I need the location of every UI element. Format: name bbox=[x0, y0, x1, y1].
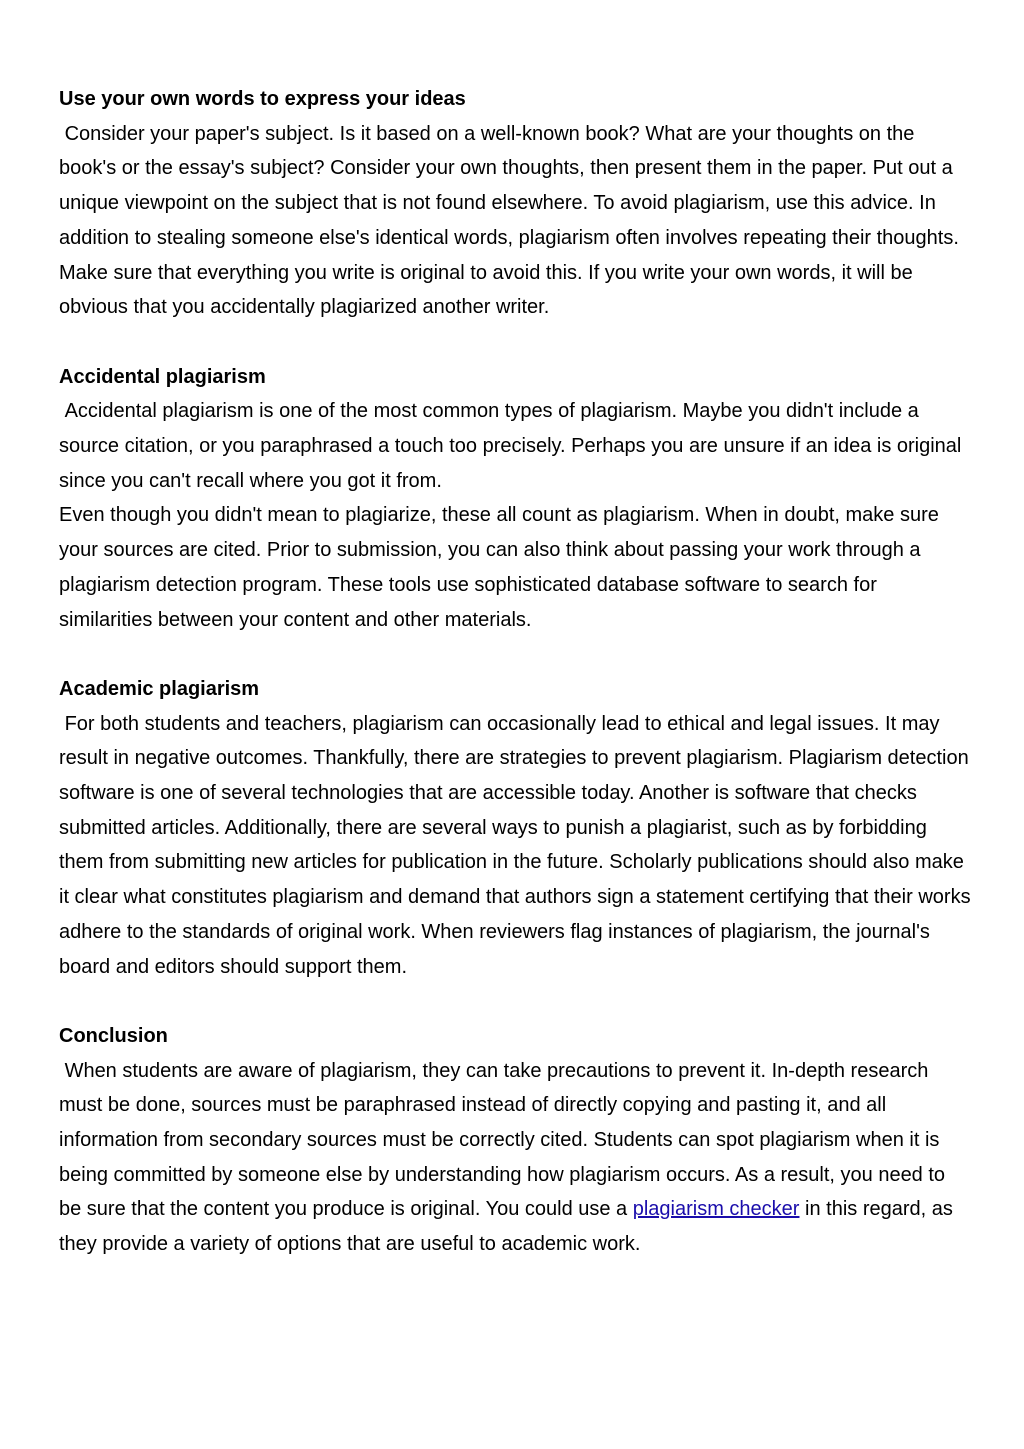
section-paragraph bbox=[59, 1054, 971, 1262]
paragraph-text-after-link: in this regard, as they provide a variety of options that are useful to academic work. bbox=[59, 1198, 959, 1256]
section-heading: Use your own words to express your ideas bbox=[59, 88, 466, 110]
section-academic-plagiarism bbox=[59, 672, 977, 984]
section-paragraph: Consider your paper's subject. Is it based on a well-known book? What are your thoughts on the book's or the essay's subject? Consider your own thoughts, then present them in the paper. Put out a unique viewpoint on the subject that is not found elsewhere. To avoid plagiarism, use this advice. In addition to stealing someone else's identical words, plagiarism often involves repeating their thoughts. Make sure that everything you write is original to avoid this. If you write your own words, it will be obvious that you accidentally plagiarized another writer. bbox=[59, 122, 965, 319]
section-paragraph: For both students and teachers, plagiarism can occasionally lead to ethical and legal issues. It may result in negative outcomes. Thankfully, there are strategies to prevent plagiarism. Plagiarism detection software is one of several technologies that are accessible today. Another is software that checks submitted articles. Additionally, there are several ways to punish a plagiarist, such as by forbidding them from submitting new articles for publication in the future. Scholarly publications should also make it clear what constitutes plagiarism and demand that authors sign a statement certifying that their works adhere to the standards of original work. When reviewers flag instances of plagiarism, the journal's board and editors should support them. bbox=[59, 712, 977, 978]
section-own-words bbox=[59, 82, 971, 325]
section-heading: Conclusion bbox=[59, 1024, 168, 1047]
paragraph-text-before-link: When students are aware of plagiarism, they can take precautions to prevent it. In-depth research must be done, sources must be paraphrased instead of directly copying and pasting it, and all information from secondary sources must be correctly cited. Students can spot plagiarism when it is being committed by someone else by understanding how plagiarism occurs. As a result, you need to be sure that the content you produce is original. You could use a bbox=[59, 1059, 951, 1221]
section-accidental-plagiarism bbox=[59, 360, 971, 638]
plagiarism-checker-link[interactable]: plagiarism checker bbox=[632, 1198, 800, 1221]
section-paragraph: Even though you didn't mean to plagiarize, these all count as plagiarism. When in doubt, make sure your sources are cited. Prior to submission, you can also think about passing your work through a plagiarism detection program. These tools use sophisticated database software to search for similarities between your content and other materials. bbox=[59, 504, 945, 631]
document-page bbox=[59, 82, 977, 1297]
section-paragraph: Accidental plagiarism is one of the most common types of plagiarism. Maybe you didn't include a source citation, or you paraphrased a touch too precisely. Perhaps you are unsure if an idea is original since you can't recall where you got it from. bbox=[59, 400, 967, 492]
section-conclusion bbox=[59, 1019, 971, 1262]
section-heading: Accidental plagiarism bbox=[59, 365, 266, 388]
section-heading: Academic plagiarism bbox=[59, 677, 260, 700]
